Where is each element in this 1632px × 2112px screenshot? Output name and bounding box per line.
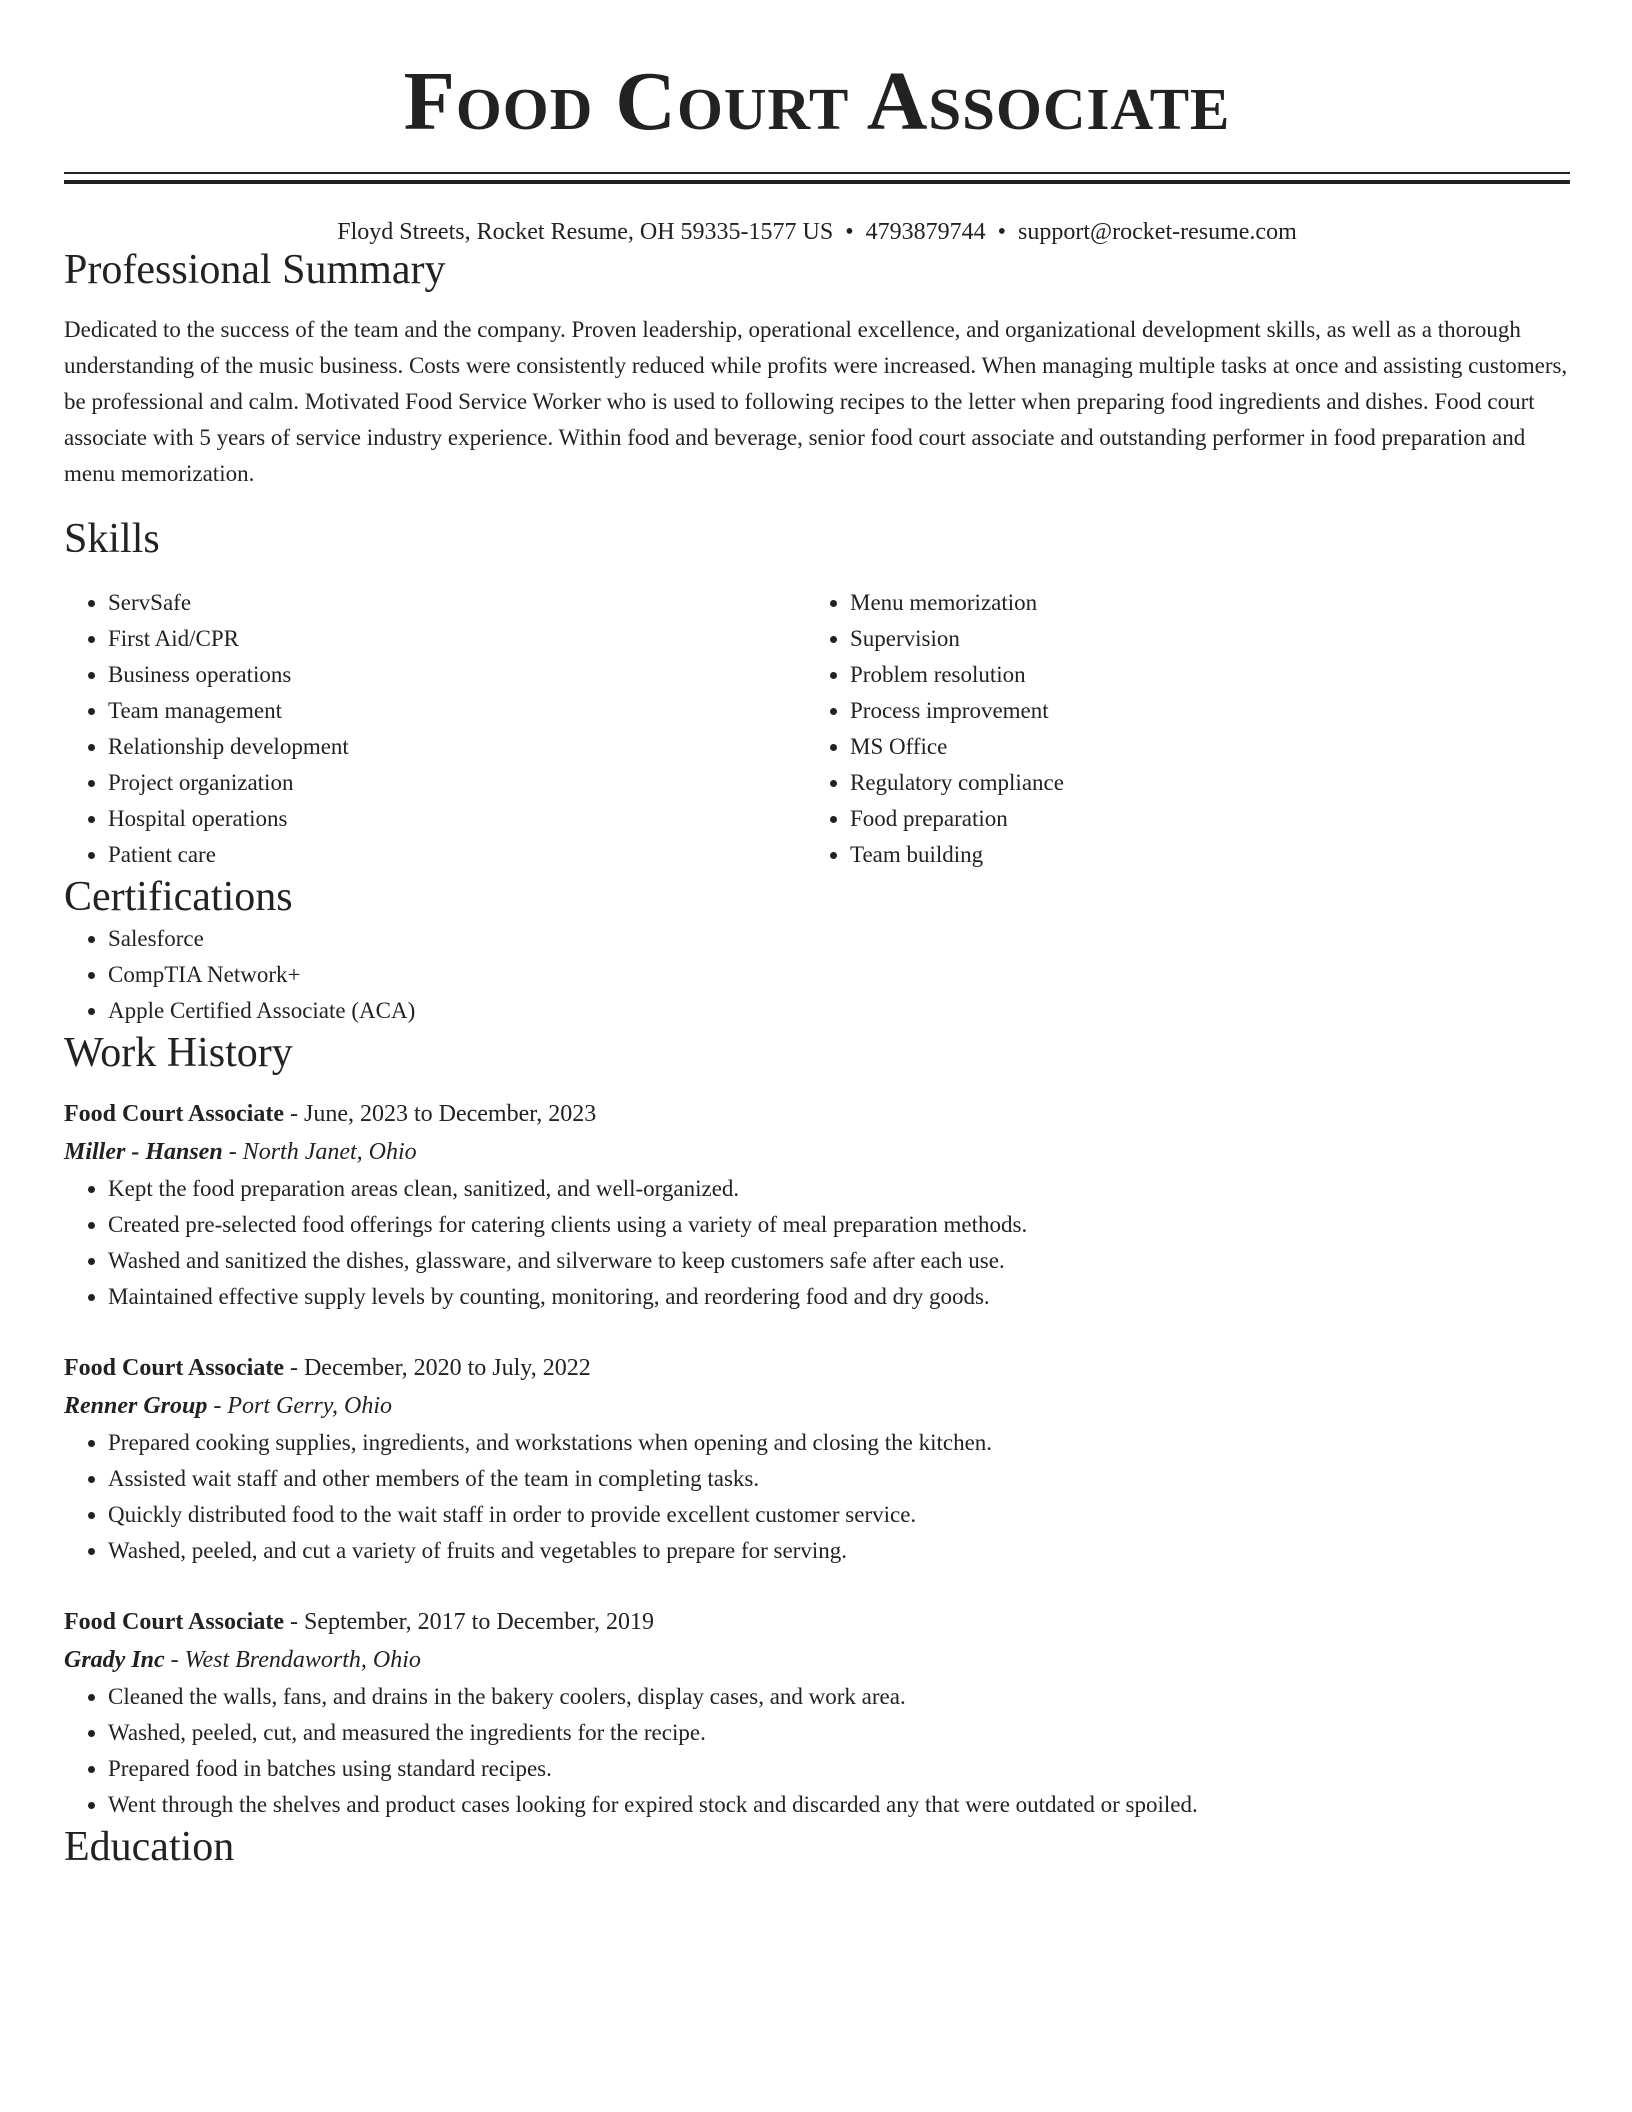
contact-separator: • xyxy=(997,219,1007,245)
job-location: - North Janet, Ohio xyxy=(222,1139,417,1165)
job-duty: • Cleaned the walls, fans, and drains in the bakery coolers, display cases, and work area. xyxy=(108,1679,1570,1715)
skill-item: • Regulatory compliance xyxy=(850,765,1548,801)
job-duty: • Washed and sanitized the dishes, glassware, and silverware to keep customers safe after each use. xyxy=(108,1243,1570,1279)
job-title-line xyxy=(64,1349,1570,1387)
job-dates: - September, 2017 to December, 2019 xyxy=(283,1609,654,1635)
skill-item: • Team building xyxy=(850,837,1548,873)
contact-email: support@rocket-resume.com xyxy=(1018,219,1297,245)
summary-text: Dedicated to the success of the team and the company. Proven leadership, operational excellence, and organizational development skills, as well as a thorough understanding of the music business. Costs were consistently reduced while profits were increased. When managing multiple tasks at once and assisting customers, be professional and calm. Motivated Food Service Worker who is used to following recipes to the letter when preparing food ingredients and dishes. Food court associate with 5 years of service industry experience. Within food and beverage, senior food court associate and outstanding performer in food preparation and menu memorization. xyxy=(64,317,1568,486)
resume-title: Food Court Associate xyxy=(403,55,1231,148)
job-company: Grady Inc xyxy=(64,1647,165,1673)
contact-address: Floyd Streets, Rocket Resume, OH 59335-1577 US xyxy=(337,219,834,245)
job-duties-list xyxy=(64,1171,1570,1315)
title-divider-thin xyxy=(64,172,1570,174)
skill-item: • Patient care xyxy=(108,837,806,873)
job-title: Food Court Associate xyxy=(64,1355,284,1381)
job-duty: • Prepared food in batches using standard recipes. xyxy=(108,1751,1570,1787)
job-entry xyxy=(64,1603,1570,1823)
job-duty: • Kept the food preparation areas clean, sanitized, and well-organized. xyxy=(108,1171,1570,1207)
skills-column-left xyxy=(64,585,806,873)
contact-line xyxy=(64,218,1570,246)
job-company-line xyxy=(64,1133,1570,1171)
job-title-line xyxy=(64,1603,1570,1641)
skills-heading: Skills xyxy=(64,516,160,562)
job-title: Food Court Associate xyxy=(64,1609,284,1635)
job-title: Food Court Associate xyxy=(64,1101,284,1127)
job-company-line xyxy=(64,1641,1570,1679)
skills-column-right xyxy=(806,585,1548,873)
job-dates: - December, 2020 to July, 2022 xyxy=(283,1355,591,1381)
skills-list-right xyxy=(806,585,1548,873)
summary-heading: Professional Summary xyxy=(64,247,446,293)
certification-item: • Salesforce xyxy=(108,921,1570,957)
certifications-list xyxy=(64,921,1570,1029)
job-duty: • Maintained effective supply levels by counting, monitoring, and reordering food and dry goods. xyxy=(108,1279,1570,1315)
job-duties-list xyxy=(64,1679,1570,1823)
certification-item: • Apple Certified Associate (ACA) xyxy=(108,993,1570,1029)
skill-item: • MS Office xyxy=(850,729,1548,765)
job-company: Miller - Hansen xyxy=(64,1139,223,1165)
job-duty: • Quickly distributed food to the wait staff in order to provide excellent customer service. xyxy=(108,1497,1570,1533)
resume-page xyxy=(64,0,1570,1871)
skill-item: • Food preparation xyxy=(850,801,1548,837)
work-history-heading: Work History xyxy=(64,1030,293,1076)
skill-item: • ServSafe xyxy=(108,585,806,621)
skill-item: • First Aid/CPR xyxy=(108,621,806,657)
job-duty: • Created pre-selected food offerings for catering clients using a variety of meal preparation methods. xyxy=(108,1207,1570,1243)
job-entry xyxy=(64,1095,1570,1315)
job-duty: • Assisted wait staff and other members of the team in completing tasks. xyxy=(108,1461,1570,1497)
skill-item: • Project organization xyxy=(108,765,806,801)
skill-item: • Relationship development xyxy=(108,729,806,765)
job-company: Renner Group xyxy=(64,1393,208,1419)
job-duty: • Washed, peeled, and cut a variety of fruits and vegetables to prepare for serving. xyxy=(108,1533,1570,1569)
skill-item: • Process improvement xyxy=(850,693,1548,729)
skill-item: • Business operations xyxy=(108,657,806,693)
job-company-line xyxy=(64,1387,1570,1425)
contact-phone: 4793879744 xyxy=(865,219,986,245)
job-location: - Port Gerry, Ohio xyxy=(207,1393,393,1419)
skill-item: • Menu memorization xyxy=(850,585,1548,621)
job-duty: • Washed, peeled, cut, and measured the ingredients for the recipe. xyxy=(108,1715,1570,1751)
job-title-line xyxy=(64,1095,1570,1133)
job-dates: - June, 2023 to December, 2023 xyxy=(283,1101,597,1127)
title-divider-thick xyxy=(64,180,1570,184)
education-heading: Education xyxy=(64,1824,235,1870)
job-entry xyxy=(64,1349,1570,1569)
job-duty: • Went through the shelves and product cases looking for expired stock and discarded any that were outdated or spoiled. xyxy=(108,1787,1570,1823)
certification-item: • CompTIA Network+ xyxy=(108,957,1570,993)
job-location: - West Brendaworth, Ohio xyxy=(164,1647,421,1673)
skill-item: • Team management xyxy=(108,693,806,729)
job-duties-list xyxy=(64,1425,1570,1569)
skill-item: • Supervision xyxy=(850,621,1548,657)
skills-list-left xyxy=(64,585,806,873)
certifications-heading: Certifications xyxy=(64,874,293,920)
job-duty: • Prepared cooking supplies, ingredients, and workstations when opening and closing the kitchen. xyxy=(108,1425,1570,1461)
skill-item: • Problem resolution xyxy=(850,657,1548,693)
contact-separator: • xyxy=(845,219,854,245)
skills-columns xyxy=(64,585,1570,873)
skill-item: • Hospital operations xyxy=(108,801,806,837)
